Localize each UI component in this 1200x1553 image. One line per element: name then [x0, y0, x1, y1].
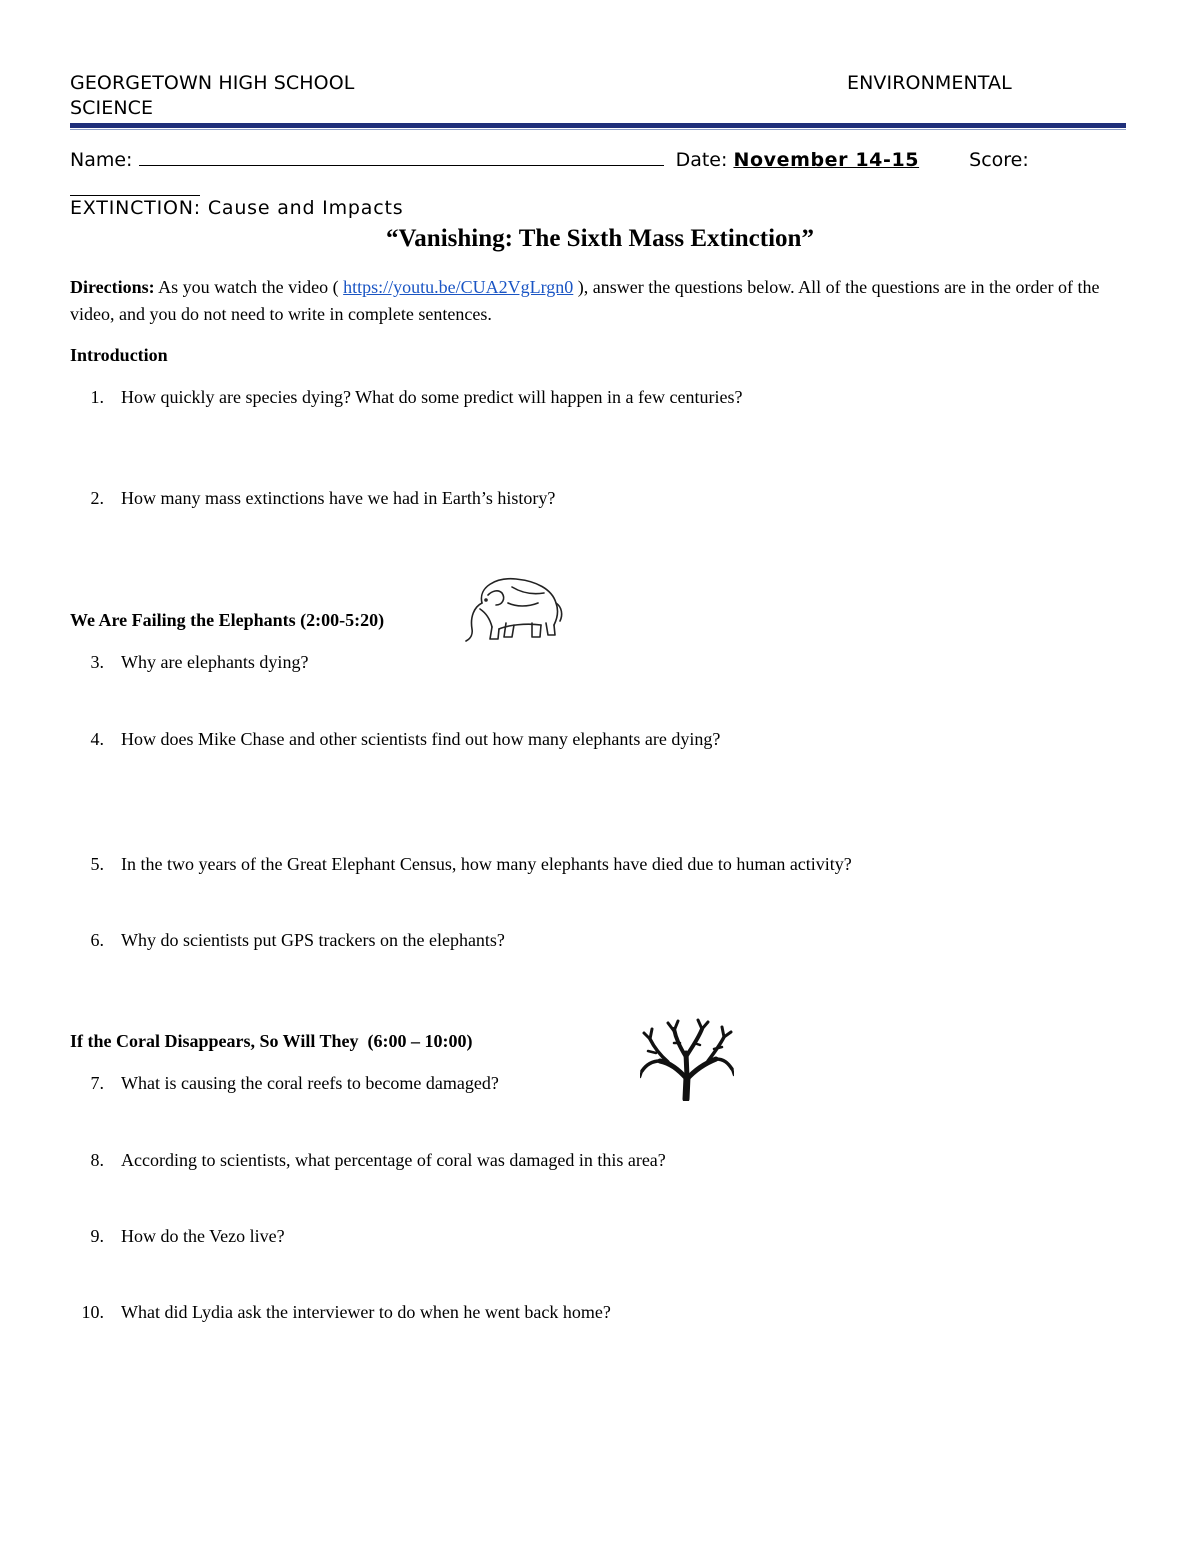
school-name: GEORGETOWN HIGH SCHOOL	[70, 72, 355, 94]
elephant-icon	[462, 573, 566, 645]
question-item	[70, 930, 505, 951]
question-text: Why are elephants dying?	[121, 652, 309, 672]
question-text: How does Mike Chase and other scientists find out how many elephants are dying?	[121, 729, 721, 749]
question-number: 4.	[90, 729, 104, 749]
directions-text-before: As you watch the video (	[154, 277, 344, 297]
header-rule	[70, 123, 1126, 128]
question-item	[70, 652, 308, 673]
question-number: 7.	[90, 1073, 104, 1093]
name-field[interactable]	[139, 147, 664, 166]
question-text: How quickly are species dying? What do some predict will happen in a few centuries?	[121, 387, 743, 407]
question-item	[70, 1302, 611, 1323]
question-number: 1.	[90, 387, 104, 407]
header-rule-thin	[70, 129, 1126, 130]
topic-sub: Cause and Impacts	[207, 197, 404, 219]
form-row	[70, 147, 1029, 171]
name-label: Name:	[70, 149, 133, 171]
subject-name: ENVIRONMENTAL	[847, 72, 1012, 94]
question-text: According to scientists, what percentage of coral was damaged in this area?	[121, 1150, 666, 1170]
section-heading-elephants: We Are Failing the Elephants (2:00-5:20)	[70, 610, 385, 630]
question-number: 9.	[90, 1226, 104, 1246]
directions-text-after: ), answer the questions below. All of the questions are in the order of the video, and you do not need to write in complete sentences.	[70, 277, 1100, 324]
date-value: November 14-15	[733, 149, 920, 171]
question-number: 8.	[90, 1150, 104, 1170]
section-heading-coral: If the Coral Disappears, So Will They (6:00 – 10:00)	[70, 1031, 473, 1051]
video-link[interactable]: https://youtu.be/CUA2VgLrgn0	[343, 277, 574, 297]
topic-heading	[70, 197, 403, 219]
question-number: 2.	[90, 488, 104, 508]
question-text: How many mass extinctions have we had in Earth’s history?	[121, 488, 556, 508]
question-item	[70, 729, 720, 750]
score-field[interactable]	[70, 177, 200, 196]
directions-label: Directions:	[70, 277, 155, 297]
question-text: Why do scientists put GPS trackers on the elephants?	[121, 930, 505, 950]
question-item	[70, 387, 742, 408]
question-text: What did Lydia ask the interviewer to do when he went back home?	[121, 1302, 611, 1322]
question-item	[70, 1073, 499, 1094]
topic-main: EXTINCTION:	[70, 197, 201, 219]
directions	[70, 274, 1130, 328]
score-label: Score:	[969, 149, 1029, 171]
question-number: 6.	[90, 930, 104, 950]
question-item	[70, 1150, 666, 1171]
coral-icon	[640, 1017, 734, 1101]
date-label: Date:	[675, 149, 728, 171]
question-text: What is causing the coral reefs to become damaged?	[121, 1073, 499, 1093]
question-text: In the two years of the Great Elephant Census, how many elephants have died due to human activity?	[121, 854, 852, 874]
question-text: How do the Vezo live?	[121, 1226, 285, 1246]
question-item	[70, 854, 852, 875]
page-title: “Vanishing: The Sixth Mass Extinction”	[386, 225, 814, 252]
subject-name-continued: SCIENCE	[70, 97, 154, 119]
question-number: 10.	[81, 1302, 104, 1322]
question-number: 3.	[90, 652, 104, 672]
question-number: 5.	[90, 854, 104, 874]
question-item	[70, 488, 555, 509]
question-item	[70, 1226, 285, 1247]
section-heading-introduction: Introduction	[70, 345, 168, 365]
